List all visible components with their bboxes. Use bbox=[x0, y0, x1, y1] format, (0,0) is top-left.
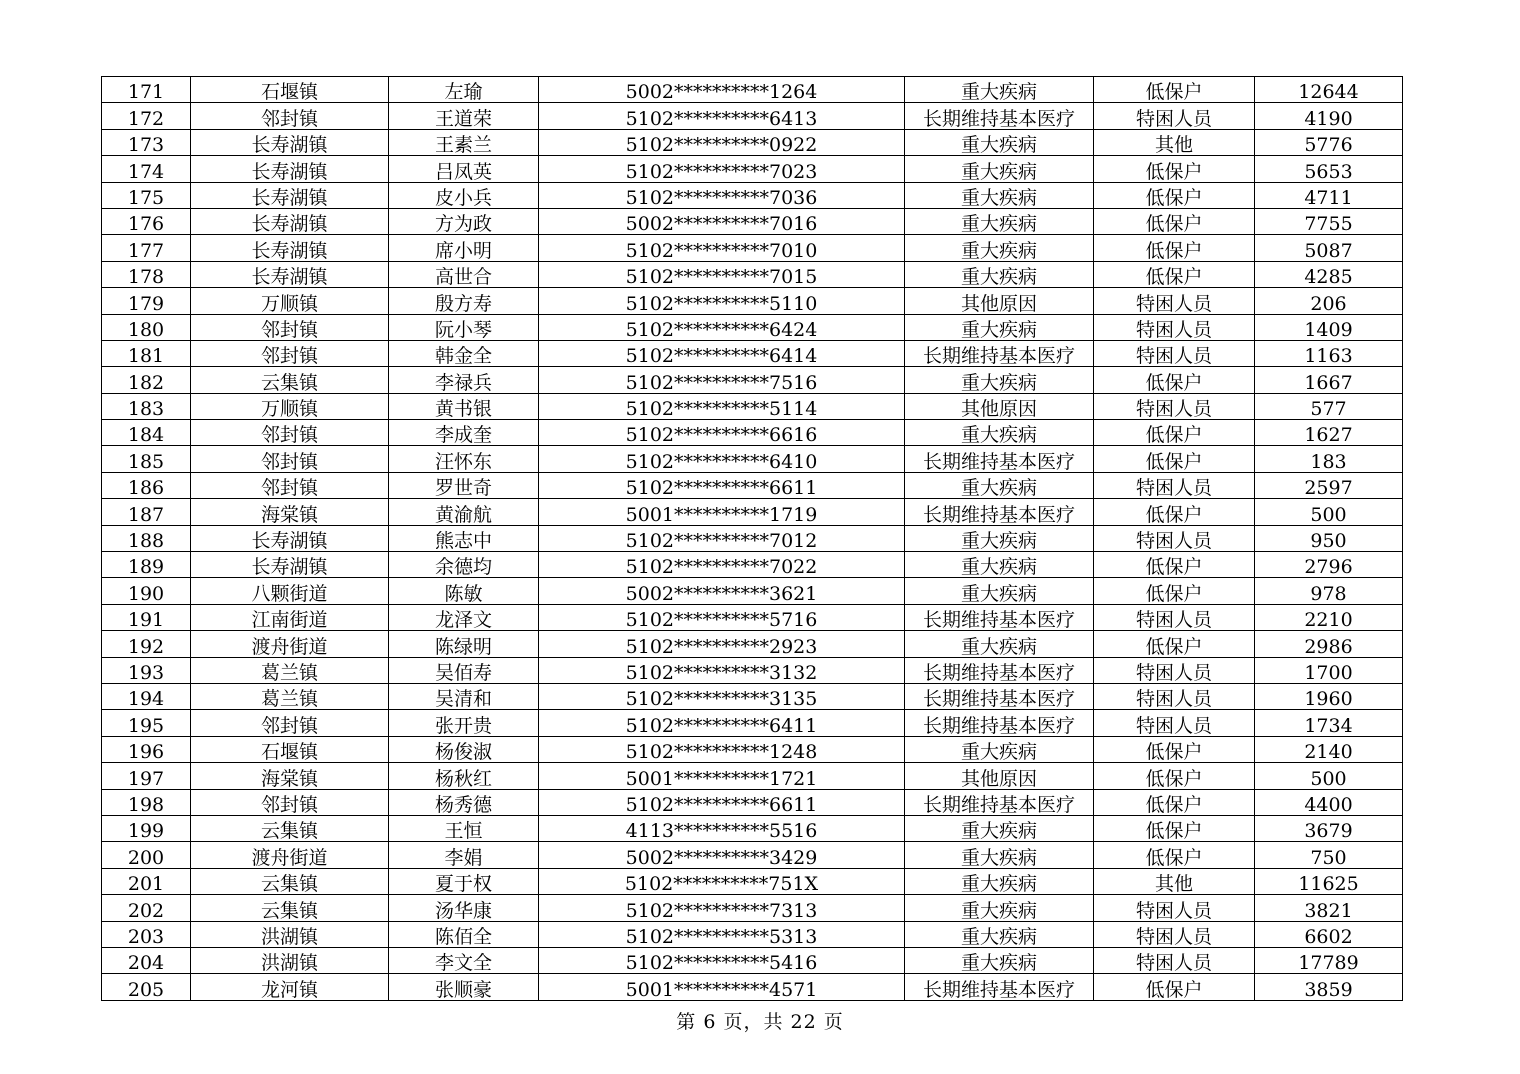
cell-town: 洪湖镇 bbox=[191, 921, 389, 947]
cell-amount: 1667 bbox=[1255, 367, 1403, 393]
cell-category: 低保户 bbox=[1094, 499, 1255, 525]
cell-amount: 1700 bbox=[1255, 657, 1403, 683]
table-row bbox=[102, 657, 1403, 683]
cell-reason: 长期维持基本医疗 bbox=[905, 604, 1094, 630]
table-body bbox=[102, 77, 1403, 1001]
cell-town: 长寿湖镇 bbox=[191, 235, 389, 261]
cell-row-number: 199 bbox=[102, 815, 191, 841]
cell-town: 洪湖镇 bbox=[191, 947, 389, 973]
cell-reason: 重大疾病 bbox=[905, 367, 1094, 393]
cell-name: 杨俊淑 bbox=[389, 736, 539, 762]
cell-id-number: 5102**********5716 bbox=[539, 604, 905, 630]
cell-reason: 重大疾病 bbox=[905, 631, 1094, 657]
cell-reason: 长期维持基本医疗 bbox=[905, 789, 1094, 815]
table-row bbox=[102, 314, 1403, 340]
cell-name: 汤华康 bbox=[389, 895, 539, 921]
cell-row-number: 191 bbox=[102, 604, 191, 630]
cell-name: 杨秀德 bbox=[389, 789, 539, 815]
cell-reason: 长期维持基本医疗 bbox=[905, 683, 1094, 709]
cell-category: 特困人员 bbox=[1094, 393, 1255, 419]
cell-amount: 1627 bbox=[1255, 420, 1403, 446]
cell-id-number: 5102**********7313 bbox=[539, 895, 905, 921]
cell-town: 邻封镇 bbox=[191, 314, 389, 340]
cell-category: 低保户 bbox=[1094, 552, 1255, 578]
cell-name: 罗世奇 bbox=[389, 472, 539, 498]
cell-id-number: 5102**********1248 bbox=[539, 736, 905, 762]
cell-row-number: 174 bbox=[102, 156, 191, 182]
cell-town: 长寿湖镇 bbox=[191, 525, 389, 551]
cell-reason: 其他原因 bbox=[905, 288, 1094, 314]
cell-row-number: 203 bbox=[102, 921, 191, 947]
cell-town: 邻封镇 bbox=[191, 472, 389, 498]
cell-amount: 5776 bbox=[1255, 129, 1403, 155]
table-row bbox=[102, 895, 1403, 921]
cell-id-number: 5102**********6616 bbox=[539, 420, 905, 446]
cell-name: 阮小琴 bbox=[389, 314, 539, 340]
table-row bbox=[102, 842, 1403, 868]
cell-amount: 5653 bbox=[1255, 156, 1403, 182]
cell-row-number: 185 bbox=[102, 446, 191, 472]
cell-town: 海棠镇 bbox=[191, 499, 389, 525]
cell-id-number: 5102**********6414 bbox=[539, 340, 905, 366]
cell-row-number: 187 bbox=[102, 499, 191, 525]
cell-row-number: 189 bbox=[102, 552, 191, 578]
cell-amount: 183 bbox=[1255, 446, 1403, 472]
cell-amount: 206 bbox=[1255, 288, 1403, 314]
cell-amount: 1734 bbox=[1255, 710, 1403, 736]
cell-row-number: 194 bbox=[102, 683, 191, 709]
cell-id-number: 5102**********6411 bbox=[539, 710, 905, 736]
cell-reason: 长期维持基本医疗 bbox=[905, 710, 1094, 736]
cell-amount: 7755 bbox=[1255, 208, 1403, 234]
cell-id-number: 5102**********5114 bbox=[539, 393, 905, 419]
cell-name: 殷方寿 bbox=[389, 288, 539, 314]
cell-row-number: 197 bbox=[102, 763, 191, 789]
table-row bbox=[102, 446, 1403, 472]
cell-category: 低保户 bbox=[1094, 182, 1255, 208]
cell-row-number: 175 bbox=[102, 182, 191, 208]
cell-row-number: 193 bbox=[102, 657, 191, 683]
page-footer: 第 6 页，共 22 页 bbox=[676, 1011, 844, 1033]
cell-row-number: 205 bbox=[102, 974, 191, 1000]
cell-amount: 500 bbox=[1255, 499, 1403, 525]
cell-reason: 其他原因 bbox=[905, 393, 1094, 419]
cell-reason: 长期维持基本医疗 bbox=[905, 499, 1094, 525]
cell-id-number: 5002**********7016 bbox=[539, 208, 905, 234]
cell-row-number: 190 bbox=[102, 578, 191, 604]
cell-reason: 重大疾病 bbox=[905, 947, 1094, 973]
cell-category: 特困人员 bbox=[1094, 103, 1255, 129]
cell-name: 王道荣 bbox=[389, 103, 539, 129]
cell-id-number: 5102**********6611 bbox=[539, 472, 905, 498]
cell-town: 长寿湖镇 bbox=[191, 129, 389, 155]
cell-category: 特困人员 bbox=[1094, 340, 1255, 366]
cell-reason: 重大疾病 bbox=[905, 578, 1094, 604]
cell-row-number: 188 bbox=[102, 525, 191, 551]
cell-id-number: 5102**********7015 bbox=[539, 261, 905, 287]
cell-name: 张顺豪 bbox=[389, 974, 539, 1000]
cell-category: 低保户 bbox=[1094, 736, 1255, 762]
table-row bbox=[102, 974, 1403, 1000]
cell-town: 八颗街道 bbox=[191, 578, 389, 604]
cell-category: 其他 bbox=[1094, 129, 1255, 155]
table-row bbox=[102, 552, 1403, 578]
cell-amount: 750 bbox=[1255, 842, 1403, 868]
table-row bbox=[102, 261, 1403, 287]
cell-category: 特困人员 bbox=[1094, 947, 1255, 973]
cell-reason: 重大疾病 bbox=[905, 261, 1094, 287]
cell-name: 李禄兵 bbox=[389, 367, 539, 393]
cell-amount: 2796 bbox=[1255, 552, 1403, 578]
cell-town: 云集镇 bbox=[191, 367, 389, 393]
cell-row-number: 196 bbox=[102, 736, 191, 762]
cell-reason: 重大疾病 bbox=[905, 842, 1094, 868]
cell-id-number: 5102**********5110 bbox=[539, 288, 905, 314]
cell-reason: 重大疾病 bbox=[905, 420, 1094, 446]
cell-row-number: 181 bbox=[102, 340, 191, 366]
cell-row-number: 200 bbox=[102, 842, 191, 868]
cell-name: 李成奎 bbox=[389, 420, 539, 446]
cell-row-number: 171 bbox=[102, 77, 191, 103]
cell-amount: 1960 bbox=[1255, 683, 1403, 709]
cell-category: 特困人员 bbox=[1094, 683, 1255, 709]
cell-name: 王素兰 bbox=[389, 129, 539, 155]
cell-id-number: 5102**********7516 bbox=[539, 367, 905, 393]
table-row bbox=[102, 288, 1403, 314]
cell-town: 万顺镇 bbox=[191, 288, 389, 314]
table-row bbox=[102, 683, 1403, 709]
cell-id-number: 5001**********1721 bbox=[539, 763, 905, 789]
cell-row-number: 172 bbox=[102, 103, 191, 129]
cell-category: 低保户 bbox=[1094, 974, 1255, 1000]
table-row bbox=[102, 129, 1403, 155]
cell-name: 高世合 bbox=[389, 261, 539, 287]
cell-id-number: 5102**********2923 bbox=[539, 631, 905, 657]
cell-name: 王恒 bbox=[389, 815, 539, 841]
table-row bbox=[102, 340, 1403, 366]
cell-reason: 重大疾病 bbox=[905, 129, 1094, 155]
cell-row-number: 204 bbox=[102, 947, 191, 973]
cell-town: 长寿湖镇 bbox=[191, 261, 389, 287]
cell-id-number: 5102**********7012 bbox=[539, 525, 905, 551]
cell-amount: 1409 bbox=[1255, 314, 1403, 340]
cell-reason: 重大疾病 bbox=[905, 895, 1094, 921]
cell-category: 低保户 bbox=[1094, 208, 1255, 234]
cell-amount: 3679 bbox=[1255, 815, 1403, 841]
cell-amount: 2210 bbox=[1255, 604, 1403, 630]
cell-reason: 重大疾病 bbox=[905, 208, 1094, 234]
cell-name: 皮小兵 bbox=[389, 182, 539, 208]
cell-name: 熊志中 bbox=[389, 525, 539, 551]
cell-name: 陈敏 bbox=[389, 578, 539, 604]
table-row bbox=[102, 367, 1403, 393]
cell-amount: 4190 bbox=[1255, 103, 1403, 129]
cell-amount: 4711 bbox=[1255, 182, 1403, 208]
table-row bbox=[102, 947, 1403, 973]
cell-reason: 重大疾病 bbox=[905, 314, 1094, 340]
cell-reason: 重大疾病 bbox=[905, 736, 1094, 762]
table-row bbox=[102, 710, 1403, 736]
cell-category: 特困人员 bbox=[1094, 710, 1255, 736]
cell-town: 海棠镇 bbox=[191, 763, 389, 789]
cell-category: 低保户 bbox=[1094, 631, 1255, 657]
cell-row-number: 202 bbox=[102, 895, 191, 921]
table-row bbox=[102, 77, 1403, 103]
cell-category: 低保户 bbox=[1094, 578, 1255, 604]
table-row bbox=[102, 499, 1403, 525]
table-row bbox=[102, 235, 1403, 261]
cell-id-number: 4113**********5516 bbox=[539, 815, 905, 841]
cell-name: 李娟 bbox=[389, 842, 539, 868]
table-row bbox=[102, 604, 1403, 630]
cell-amount: 4285 bbox=[1255, 261, 1403, 287]
table-row bbox=[102, 815, 1403, 841]
cell-town: 云集镇 bbox=[191, 868, 389, 894]
cell-town: 葛兰镇 bbox=[191, 683, 389, 709]
cell-id-number: 5002**********3621 bbox=[539, 578, 905, 604]
cell-row-number: 173 bbox=[102, 129, 191, 155]
cell-town: 邻封镇 bbox=[191, 340, 389, 366]
cell-category: 其他 bbox=[1094, 868, 1255, 894]
cell-id-number: 5102**********7022 bbox=[539, 552, 905, 578]
cell-amount: 5087 bbox=[1255, 235, 1403, 261]
cell-row-number: 192 bbox=[102, 631, 191, 657]
cell-id-number: 5001**********4571 bbox=[539, 974, 905, 1000]
cell-id-number: 5102**********0922 bbox=[539, 129, 905, 155]
cell-id-number: 5102**********6424 bbox=[539, 314, 905, 340]
cell-town: 长寿湖镇 bbox=[191, 208, 389, 234]
table-row bbox=[102, 472, 1403, 498]
cell-row-number: 186 bbox=[102, 472, 191, 498]
cell-amount: 6602 bbox=[1255, 921, 1403, 947]
cell-category: 低保户 bbox=[1094, 156, 1255, 182]
table-row bbox=[102, 156, 1403, 182]
cell-category: 特困人员 bbox=[1094, 921, 1255, 947]
cell-town: 云集镇 bbox=[191, 895, 389, 921]
cell-category: 特困人员 bbox=[1094, 288, 1255, 314]
cell-town: 渡舟街道 bbox=[191, 631, 389, 657]
cell-amount: 2140 bbox=[1255, 736, 1403, 762]
table-row bbox=[102, 868, 1403, 894]
cell-amount: 11625 bbox=[1255, 868, 1403, 894]
cell-reason: 长期维持基本医疗 bbox=[905, 657, 1094, 683]
data-table bbox=[101, 76, 1403, 1001]
cell-name: 陈佰全 bbox=[389, 921, 539, 947]
cell-category: 特困人员 bbox=[1094, 895, 1255, 921]
cell-reason: 重大疾病 bbox=[905, 552, 1094, 578]
cell-amount: 500 bbox=[1255, 763, 1403, 789]
cell-name: 余德均 bbox=[389, 552, 539, 578]
cell-town: 长寿湖镇 bbox=[191, 552, 389, 578]
table-row bbox=[102, 736, 1403, 762]
cell-reason: 其他原因 bbox=[905, 763, 1094, 789]
cell-amount: 12644 bbox=[1255, 77, 1403, 103]
cell-reason: 重大疾病 bbox=[905, 525, 1094, 551]
cell-category: 低保户 bbox=[1094, 367, 1255, 393]
cell-row-number: 180 bbox=[102, 314, 191, 340]
cell-name: 吴清和 bbox=[389, 683, 539, 709]
table-row bbox=[102, 103, 1403, 129]
cell-category: 低保户 bbox=[1094, 842, 1255, 868]
cell-town: 石堰镇 bbox=[191, 77, 389, 103]
cell-name: 杨秋红 bbox=[389, 763, 539, 789]
cell-name: 黄书银 bbox=[389, 393, 539, 419]
cell-town: 邻封镇 bbox=[191, 103, 389, 129]
cell-amount: 3859 bbox=[1255, 974, 1403, 1000]
cell-name: 左瑜 bbox=[389, 77, 539, 103]
cell-id-number: 5102**********6413 bbox=[539, 103, 905, 129]
cell-name: 张开贵 bbox=[389, 710, 539, 736]
cell-category: 低保户 bbox=[1094, 446, 1255, 472]
cell-category: 低保户 bbox=[1094, 77, 1255, 103]
table-row bbox=[102, 393, 1403, 419]
cell-amount: 17789 bbox=[1255, 947, 1403, 973]
cell-reason: 重大疾病 bbox=[905, 815, 1094, 841]
cell-reason: 重大疾病 bbox=[905, 472, 1094, 498]
cell-town: 长寿湖镇 bbox=[191, 156, 389, 182]
cell-amount: 4400 bbox=[1255, 789, 1403, 815]
cell-category: 低保户 bbox=[1094, 261, 1255, 287]
cell-name: 汪怀东 bbox=[389, 446, 539, 472]
cell-name: 吕凤英 bbox=[389, 156, 539, 182]
cell-row-number: 183 bbox=[102, 393, 191, 419]
cell-town: 邻封镇 bbox=[191, 420, 389, 446]
cell-reason: 重大疾病 bbox=[905, 921, 1094, 947]
cell-town: 万顺镇 bbox=[191, 393, 389, 419]
cell-row-number: 184 bbox=[102, 420, 191, 446]
cell-row-number: 176 bbox=[102, 208, 191, 234]
table-row bbox=[102, 420, 1403, 446]
table-row bbox=[102, 182, 1403, 208]
cell-town: 云集镇 bbox=[191, 815, 389, 841]
cell-id-number: 5102**********7010 bbox=[539, 235, 905, 261]
table-row bbox=[102, 631, 1403, 657]
cell-town: 葛兰镇 bbox=[191, 657, 389, 683]
cell-id-number: 5102**********6611 bbox=[539, 789, 905, 815]
cell-amount: 1163 bbox=[1255, 340, 1403, 366]
table-row bbox=[102, 578, 1403, 604]
cell-reason: 长期维持基本医疗 bbox=[905, 974, 1094, 1000]
cell-reason: 长期维持基本医疗 bbox=[905, 340, 1094, 366]
cell-name: 夏于权 bbox=[389, 868, 539, 894]
cell-name: 韩金全 bbox=[389, 340, 539, 366]
cell-id-number: 5002**********1264 bbox=[539, 77, 905, 103]
cell-reason: 长期维持基本医疗 bbox=[905, 446, 1094, 472]
cell-town: 长寿湖镇 bbox=[191, 182, 389, 208]
cell-category: 特困人员 bbox=[1094, 657, 1255, 683]
cell-name: 李文全 bbox=[389, 947, 539, 973]
cell-amount: 978 bbox=[1255, 578, 1403, 604]
cell-category: 特困人员 bbox=[1094, 472, 1255, 498]
cell-row-number: 182 bbox=[102, 367, 191, 393]
cell-amount: 577 bbox=[1255, 393, 1403, 419]
cell-category: 特困人员 bbox=[1094, 314, 1255, 340]
cell-reason: 重大疾病 bbox=[905, 77, 1094, 103]
cell-amount: 2597 bbox=[1255, 472, 1403, 498]
cell-town: 邻封镇 bbox=[191, 789, 389, 815]
cell-row-number: 178 bbox=[102, 261, 191, 287]
cell-row-number: 179 bbox=[102, 288, 191, 314]
cell-reason: 重大疾病 bbox=[905, 868, 1094, 894]
cell-name: 吴佰寿 bbox=[389, 657, 539, 683]
cell-town: 邻封镇 bbox=[191, 710, 389, 736]
cell-category: 特困人员 bbox=[1094, 604, 1255, 630]
cell-reason: 长期维持基本医疗 bbox=[905, 103, 1094, 129]
cell-row-number: 201 bbox=[102, 868, 191, 894]
cell-name: 席小明 bbox=[389, 235, 539, 261]
table-row bbox=[102, 921, 1403, 947]
cell-row-number: 198 bbox=[102, 789, 191, 815]
cell-name: 黄渝航 bbox=[389, 499, 539, 525]
cell-category: 低保户 bbox=[1094, 420, 1255, 446]
cell-reason: 重大疾病 bbox=[905, 235, 1094, 261]
cell-town: 邻封镇 bbox=[191, 446, 389, 472]
cell-id-number: 5102**********5416 bbox=[539, 947, 905, 973]
cell-amount: 950 bbox=[1255, 525, 1403, 551]
cell-id-number: 5002**********3429 bbox=[539, 842, 905, 868]
cell-id-number: 5102**********751X bbox=[539, 868, 905, 894]
cell-id-number: 5102**********6410 bbox=[539, 446, 905, 472]
cell-row-number: 177 bbox=[102, 235, 191, 261]
cell-id-number: 5102**********5313 bbox=[539, 921, 905, 947]
table-row bbox=[102, 763, 1403, 789]
cell-id-number: 5102**********3132 bbox=[539, 657, 905, 683]
cell-reason: 重大疾病 bbox=[905, 182, 1094, 208]
cell-id-number: 5102**********7023 bbox=[539, 156, 905, 182]
cell-amount: 2986 bbox=[1255, 631, 1403, 657]
table-row bbox=[102, 208, 1403, 234]
cell-category: 低保户 bbox=[1094, 235, 1255, 261]
cell-town: 江南街道 bbox=[191, 604, 389, 630]
cell-name: 龙泽文 bbox=[389, 604, 539, 630]
cell-category: 特困人员 bbox=[1094, 525, 1255, 551]
cell-amount: 3821 bbox=[1255, 895, 1403, 921]
cell-category: 低保户 bbox=[1094, 815, 1255, 841]
cell-id-number: 5001**********1719 bbox=[539, 499, 905, 525]
cell-row-number: 195 bbox=[102, 710, 191, 736]
cell-id-number: 5102**********3135 bbox=[539, 683, 905, 709]
table-row bbox=[102, 525, 1403, 551]
cell-name: 方为政 bbox=[389, 208, 539, 234]
table-row bbox=[102, 789, 1403, 815]
cell-id-number: 5102**********7036 bbox=[539, 182, 905, 208]
cell-category: 低保户 bbox=[1094, 763, 1255, 789]
cell-reason: 重大疾病 bbox=[905, 156, 1094, 182]
cell-town: 渡舟街道 bbox=[191, 842, 389, 868]
cell-town: 龙河镇 bbox=[191, 974, 389, 1000]
cell-name: 陈绿明 bbox=[389, 631, 539, 657]
cell-category: 低保户 bbox=[1094, 789, 1255, 815]
cell-town: 石堰镇 bbox=[191, 736, 389, 762]
